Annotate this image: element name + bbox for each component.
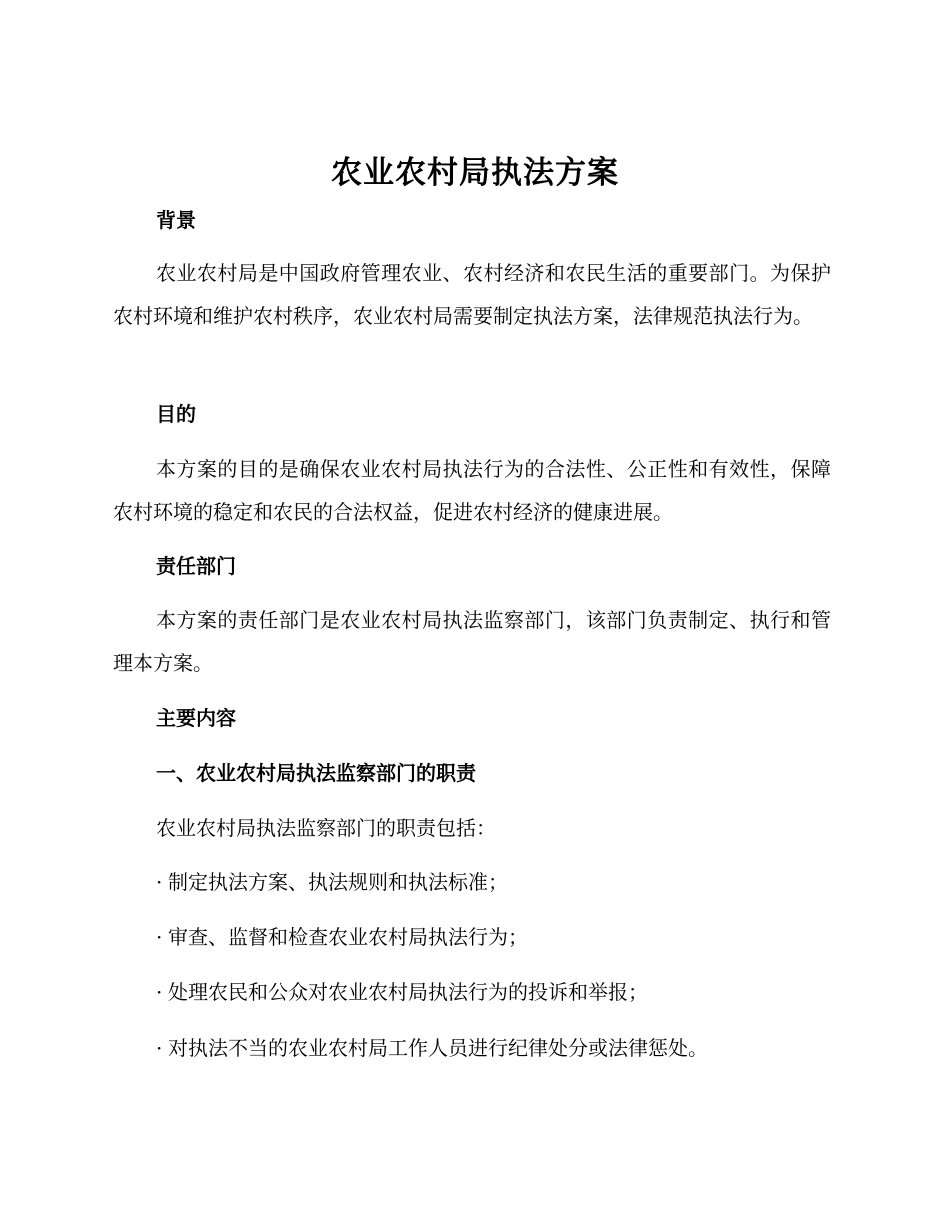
subheading-duties: 一、农业农村局执法监察部门的职责 bbox=[156, 761, 476, 785]
list-item-text: 制定执法方案、执法规则和执法标准； bbox=[168, 870, 508, 894]
paragraph-purpose: 本方案的目的是确保农业农村局执法行为的合法性、公正性和有效性，保障农村环境的稳定和农民的合法权益，促进农村经济的健康进展。 bbox=[113, 457, 831, 524]
heading-main-content: 主要内容 bbox=[156, 706, 236, 730]
paragraph-background: 农业农村局是中国政府管理农业、农村经济和农民生活的重要部门。为保护农村环境和维护农村秩序，农业农村局需要制定执法方案，法律规范执法行为。 bbox=[113, 261, 831, 328]
list-item bbox=[156, 977, 648, 1007]
list-item bbox=[156, 922, 528, 952]
list-item bbox=[156, 1033, 708, 1063]
list-item-text: 审查、监督和检查农业农村局执法行为； bbox=[168, 925, 528, 949]
bullet-marker: · bbox=[156, 925, 163, 949]
document-title: 农业农村局执法方案 bbox=[331, 155, 619, 191]
bullet-marker: · bbox=[156, 870, 163, 894]
bullet-marker: · bbox=[156, 980, 163, 1004]
heading-background: 背景 bbox=[156, 208, 196, 232]
list-item-text: 对执法不当的农业农村局工作人员进行纪律处分或法律惩处。 bbox=[168, 1036, 708, 1060]
bullet-marker: · bbox=[156, 1036, 163, 1060]
paragraph-responsible: 本方案的责任部门是农业农村局执法监察部门，该部门负责制定、执行和管理本方案。 bbox=[113, 608, 831, 675]
heading-responsible: 责任部门 bbox=[156, 554, 236, 578]
duties-intro: 农业农村局执法监察部门的职责包括： bbox=[156, 816, 496, 840]
heading-purpose: 目的 bbox=[156, 402, 196, 426]
list-item-text: 处理农民和公众对农业农村局执法行为的投诉和举报； bbox=[168, 980, 648, 1004]
list-item bbox=[156, 867, 508, 897]
